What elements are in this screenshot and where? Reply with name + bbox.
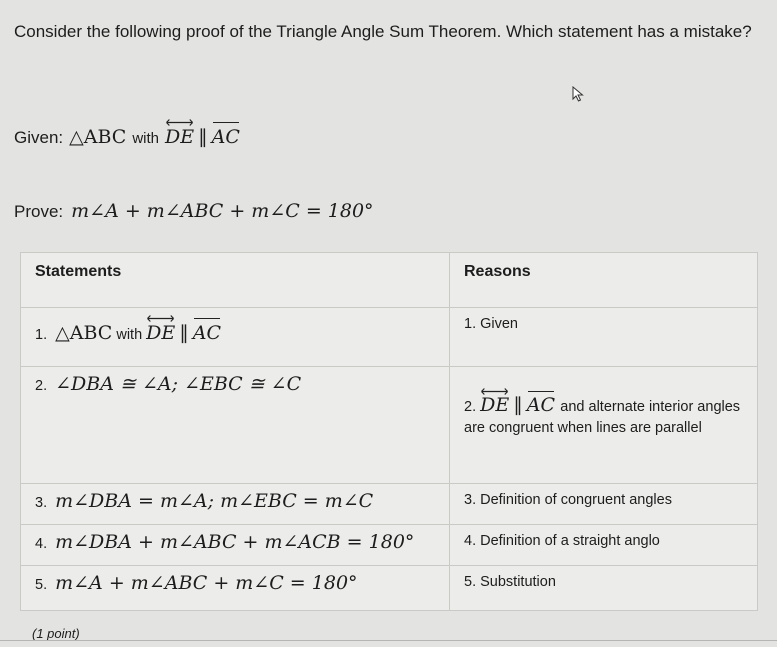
statement-triangle: △ABC <box>55 322 113 344</box>
table-row <box>21 525 758 566</box>
reason-cell: 3. Definition of congruent angles <box>450 484 758 525</box>
statement-line-de: DE <box>146 314 175 344</box>
statement-cell: 3. m∠DBA = m∠A; m∠EBC = m∠C <box>21 484 450 525</box>
given-line-de: DE <box>165 118 194 148</box>
points-label: (1 point) <box>32 626 80 641</box>
prove-line <box>14 200 374 222</box>
reasons-header: Reasons <box>450 253 758 308</box>
prove-expression: m∠A + m∠ABC + m∠C = 180° <box>71 200 374 222</box>
statement-cell: 1. △ABC with DE ∥ AC <box>21 308 450 367</box>
proof-table <box>20 252 758 611</box>
statement-segment-ac: AC <box>193 314 221 344</box>
reason-segment-ac: AC <box>527 387 555 416</box>
table-row <box>21 367 758 484</box>
table-row <box>21 566 758 611</box>
table-row <box>21 308 758 367</box>
divider <box>0 640 777 641</box>
given-label: Given: <box>14 128 64 147</box>
statement-cell: 4. m∠DBA + m∠ABC + m∠ACB = 180° <box>21 525 450 566</box>
statement-cell: 2. ∠DBA ≅ ∠A; ∠EBC ≅ ∠C <box>21 367 450 484</box>
reason-cell: 1. Given <box>450 308 758 367</box>
prove-label: Prove: <box>14 202 64 221</box>
reason-line-de: DE <box>480 387 509 416</box>
given-with: with <box>132 130 160 147</box>
given-triangle: △ABC <box>69 126 127 148</box>
table-row <box>21 484 758 525</box>
statements-header: Statements <box>21 253 450 308</box>
mouse-cursor-icon <box>572 86 586 102</box>
reason-cell: 5. Substitution <box>450 566 758 611</box>
reason-cell: 2. DE ∥ AC and alternate interior angles are congruent when lines are parallel <box>450 367 758 484</box>
given-line <box>14 118 240 149</box>
table-header-row <box>21 253 758 308</box>
statement-cell: 5. m∠A + m∠ABC + m∠C = 180° <box>21 566 450 611</box>
reason-cell: 4. Definition of a straight anglo <box>450 525 758 566</box>
given-segment-ac: AC <box>212 118 240 148</box>
given-parallel: ∥ <box>198 126 208 148</box>
question-text: Consider the following proof of the Triangle Angle Sum Theorem. Which statement has a mistake? <box>14 22 752 41</box>
